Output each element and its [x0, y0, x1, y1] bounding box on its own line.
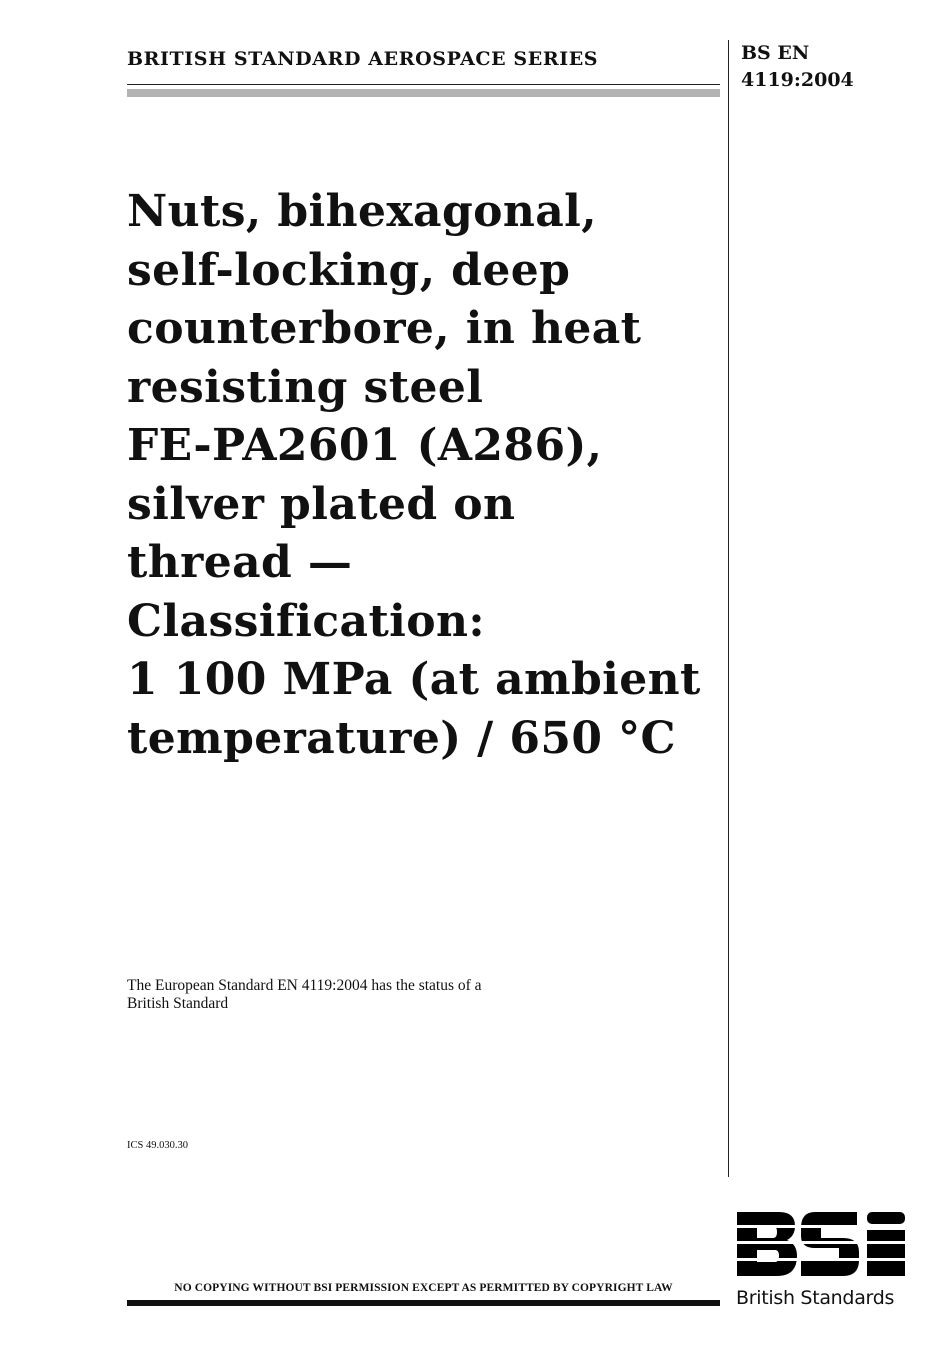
- bsi-tagline: British Standards: [736, 1287, 895, 1309]
- header-rule-thick: [127, 89, 720, 97]
- status-note: [127, 977, 647, 1013]
- status-note-line-1: The European Standard EN 4119:2004 has the status of a: [127, 977, 482, 994]
- document-number-line-2: 4119:2004: [741, 69, 854, 91]
- title-line: 1 100 MPa (at ambient: [127, 654, 701, 705]
- bsi-logo: [735, 1208, 907, 1312]
- title-line: thread —: [127, 537, 353, 588]
- title-line: Nuts, bihexagonal,: [127, 186, 597, 237]
- ics-code: ICS 49.030.30: [127, 1140, 188, 1151]
- bsi-logo-mark: [735, 1208, 907, 1280]
- series-title: BRITISH STANDARD AEROSPACE SERIES: [127, 48, 599, 70]
- header-rule-thin: [127, 84, 720, 85]
- document-title: [127, 183, 717, 768]
- title-line: counterbore, in heat: [127, 303, 642, 354]
- vertical-divider: [728, 40, 729, 1177]
- document-number: [741, 40, 901, 94]
- title-line: FE-PA2601 (A286),: [127, 420, 603, 471]
- title-line: temperature) / 650 °C: [127, 712, 676, 764]
- status-note-line-2: British Standard: [127, 995, 229, 1012]
- footer-rule: [127, 1300, 720, 1306]
- document-number-line-1: BS EN: [741, 42, 810, 64]
- copyright-notice: NO COPYING WITHOUT BSI PERMISSION EXCEPT AS PERMITTED BY COPYRIGHT LAW: [174, 1282, 673, 1294]
- title-line: resisting steel: [127, 361, 484, 413]
- title-line: Classification:: [127, 595, 486, 647]
- title-line: silver plated on: [127, 478, 516, 530]
- title-line: self-locking, deep: [127, 244, 571, 296]
